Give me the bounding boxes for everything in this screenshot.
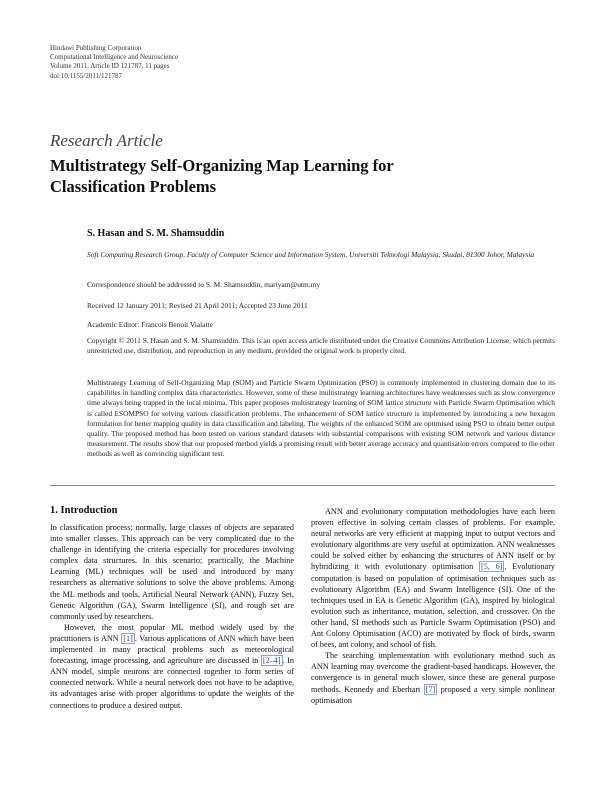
article-type: Research Article — [50, 131, 163, 150]
citation-link[interactable]: [2–4] — [262, 656, 281, 666]
journal-header — [50, 44, 178, 81]
abstract: Multistrategy Learning of Self-Organizing Map (SOM) and Particle Swarm Optimization (PSO) is commonly implemented in clustering domain due to its capabilities in handling complex data characteristics. However, some of these multistrategy learning architectures have weaknesses such as slow convergence time always being trapped in the local minima. This paper proposes multistrategy learning of SOM lattice structure with Particle Swarm Optimisation which is called ESOMPSO for solving various classification problems. The enhancement of SOM lattice structure is implemented by introducing a new hexagon formulation for better mapping quality in data classification and labeling. The weights of the enhanced SOM are optimised using PSO to obtain better output quality. The proposed method has been tested on various standard datasets with substantial comparisons with existing SOM network and various distance measurement. The results show that our proposed method yields a promising result with better average accuracy and quantisation errors compared to the other methods as well as convincing significant test. — [87, 378, 555, 459]
left-column — [50, 522, 294, 711]
copyright: Copyright © 2011 S. Hasan and S. M. Shamsuddin. This is an open access article distributed under the Creative Commons Attribution License, which permits unrestricted use, distribution, and reproduction in any medium, provided the original work is properly cited. — [87, 336, 555, 356]
doi: doi:10.1155/2011/121787 — [50, 71, 123, 80]
paragraph-text: . In ANN model, simple neurons are connected together to form series of connected network. While a neural network does not have to be adaptive, its advantages arise with proper algorithms to update the weights of the connections to produce a desired output. — [50, 656, 295, 710]
dates: Received 12 January 2011; Revised 21 April 2011; Accepted 23 June 2011 — [87, 301, 308, 310]
paragraph-text: The searching implementation with evolutionary method such as ANN learning may overcome the gradient-based handicaps. However, the convergence is in general much slower, since these are general purpose methods. Kennedy and Eberhart — [311, 651, 555, 694]
paper-title: Multistrategy Self-Organizing Map Learning for Classification Problems — [50, 156, 394, 196]
paragraph — [311, 650, 555, 705]
journal-name: Computational Intelligence and Neuroscience — [50, 53, 179, 62]
paragraph-text: . Various applications of ANN which have been implemented in many practical problems such as meteorological forecasting, image processing, and agriculture are discussed in — [50, 633, 295, 666]
affiliation: Soft Computing Research Group, Faculty of Computer Science and Information System, Universiti Teknologi Malaysia, Skudai, 81300 Johor, Malaysia — [87, 250, 535, 259]
paragraph-text: However, the most popular ML method widely used by the practitioners is ANN — [50, 622, 294, 643]
paragraph — [311, 506, 555, 650]
section-divider — [50, 485, 555, 486]
citation-link[interactable]: [1] — [123, 633, 133, 643]
paragraph: In classification process; normally, large classes of objects are separated into smaller classes. This approach can be very complicated due to the challenge in identifying the criteria especially for procedures involving complex data structures. In this scenario; practically, the Machine Learning (ML) techniques will be used and introduced by many researchers as alternative solutions to solve the above problems. Among the ML methods and tools, Artificial Neural Network (ANN), Fuzzy Set, Genetic Algorithm (GA), Swarm Intelligence (SI), and rough set are commonly used by researchers. — [50, 523, 294, 621]
paragraph-text: proposed a very simple nonlinear optimisation — [311, 684, 555, 705]
volume-info: Volume 2011, Article ID 121787, 11 pages — [50, 62, 170, 71]
authors: S. Hasan and S. M. Shamsuddin — [87, 228, 225, 239]
paragraph-text: ANN and evolutionary computation methodologies have each been proven effective in solving certain classes of problems. For example, neural networks are very efficient at mapping input to output vectors and evolutionary algorithms are very useful at optimization. ANN weaknesses could be solved either by enhancing the structures of ANN itself or by hybridizing it with evolutionary optimisation — [311, 507, 555, 572]
paragraph — [50, 622, 294, 711]
citation-link[interactable]: [7] — [425, 684, 436, 694]
publisher: Hindawi Publishing Corporation — [50, 44, 142, 52]
section-heading: 1. Introduction — [50, 505, 118, 516]
right-column — [311, 506, 555, 706]
citation-link[interactable]: [5, 6] — [481, 562, 503, 572]
academic-editor: Academic Editor: Francois Benoit Vialatte — [87, 320, 213, 329]
paragraph-text: . Evolutionary computation is based on population of optimisation techniques such as evolutionary Algorithm (EA) and Swarm Intelligence (SI). One of the techniques used in EA is Genetic Algorithm (GA), inspired by biological evolution such as inheritance, mutation, selection, and crossover. On the other hand, SI methods such as Particle Swarm Optimisation (PSO) and Ant Colony Optimisation (ACO) are motivated by flock of birds, swarm of bees, ant colony, and school of fish. — [311, 562, 556, 650]
correspondence: Correspondence should be addressed to S. M. Shamsuddin, mariyam@utm.my — [87, 280, 321, 289]
